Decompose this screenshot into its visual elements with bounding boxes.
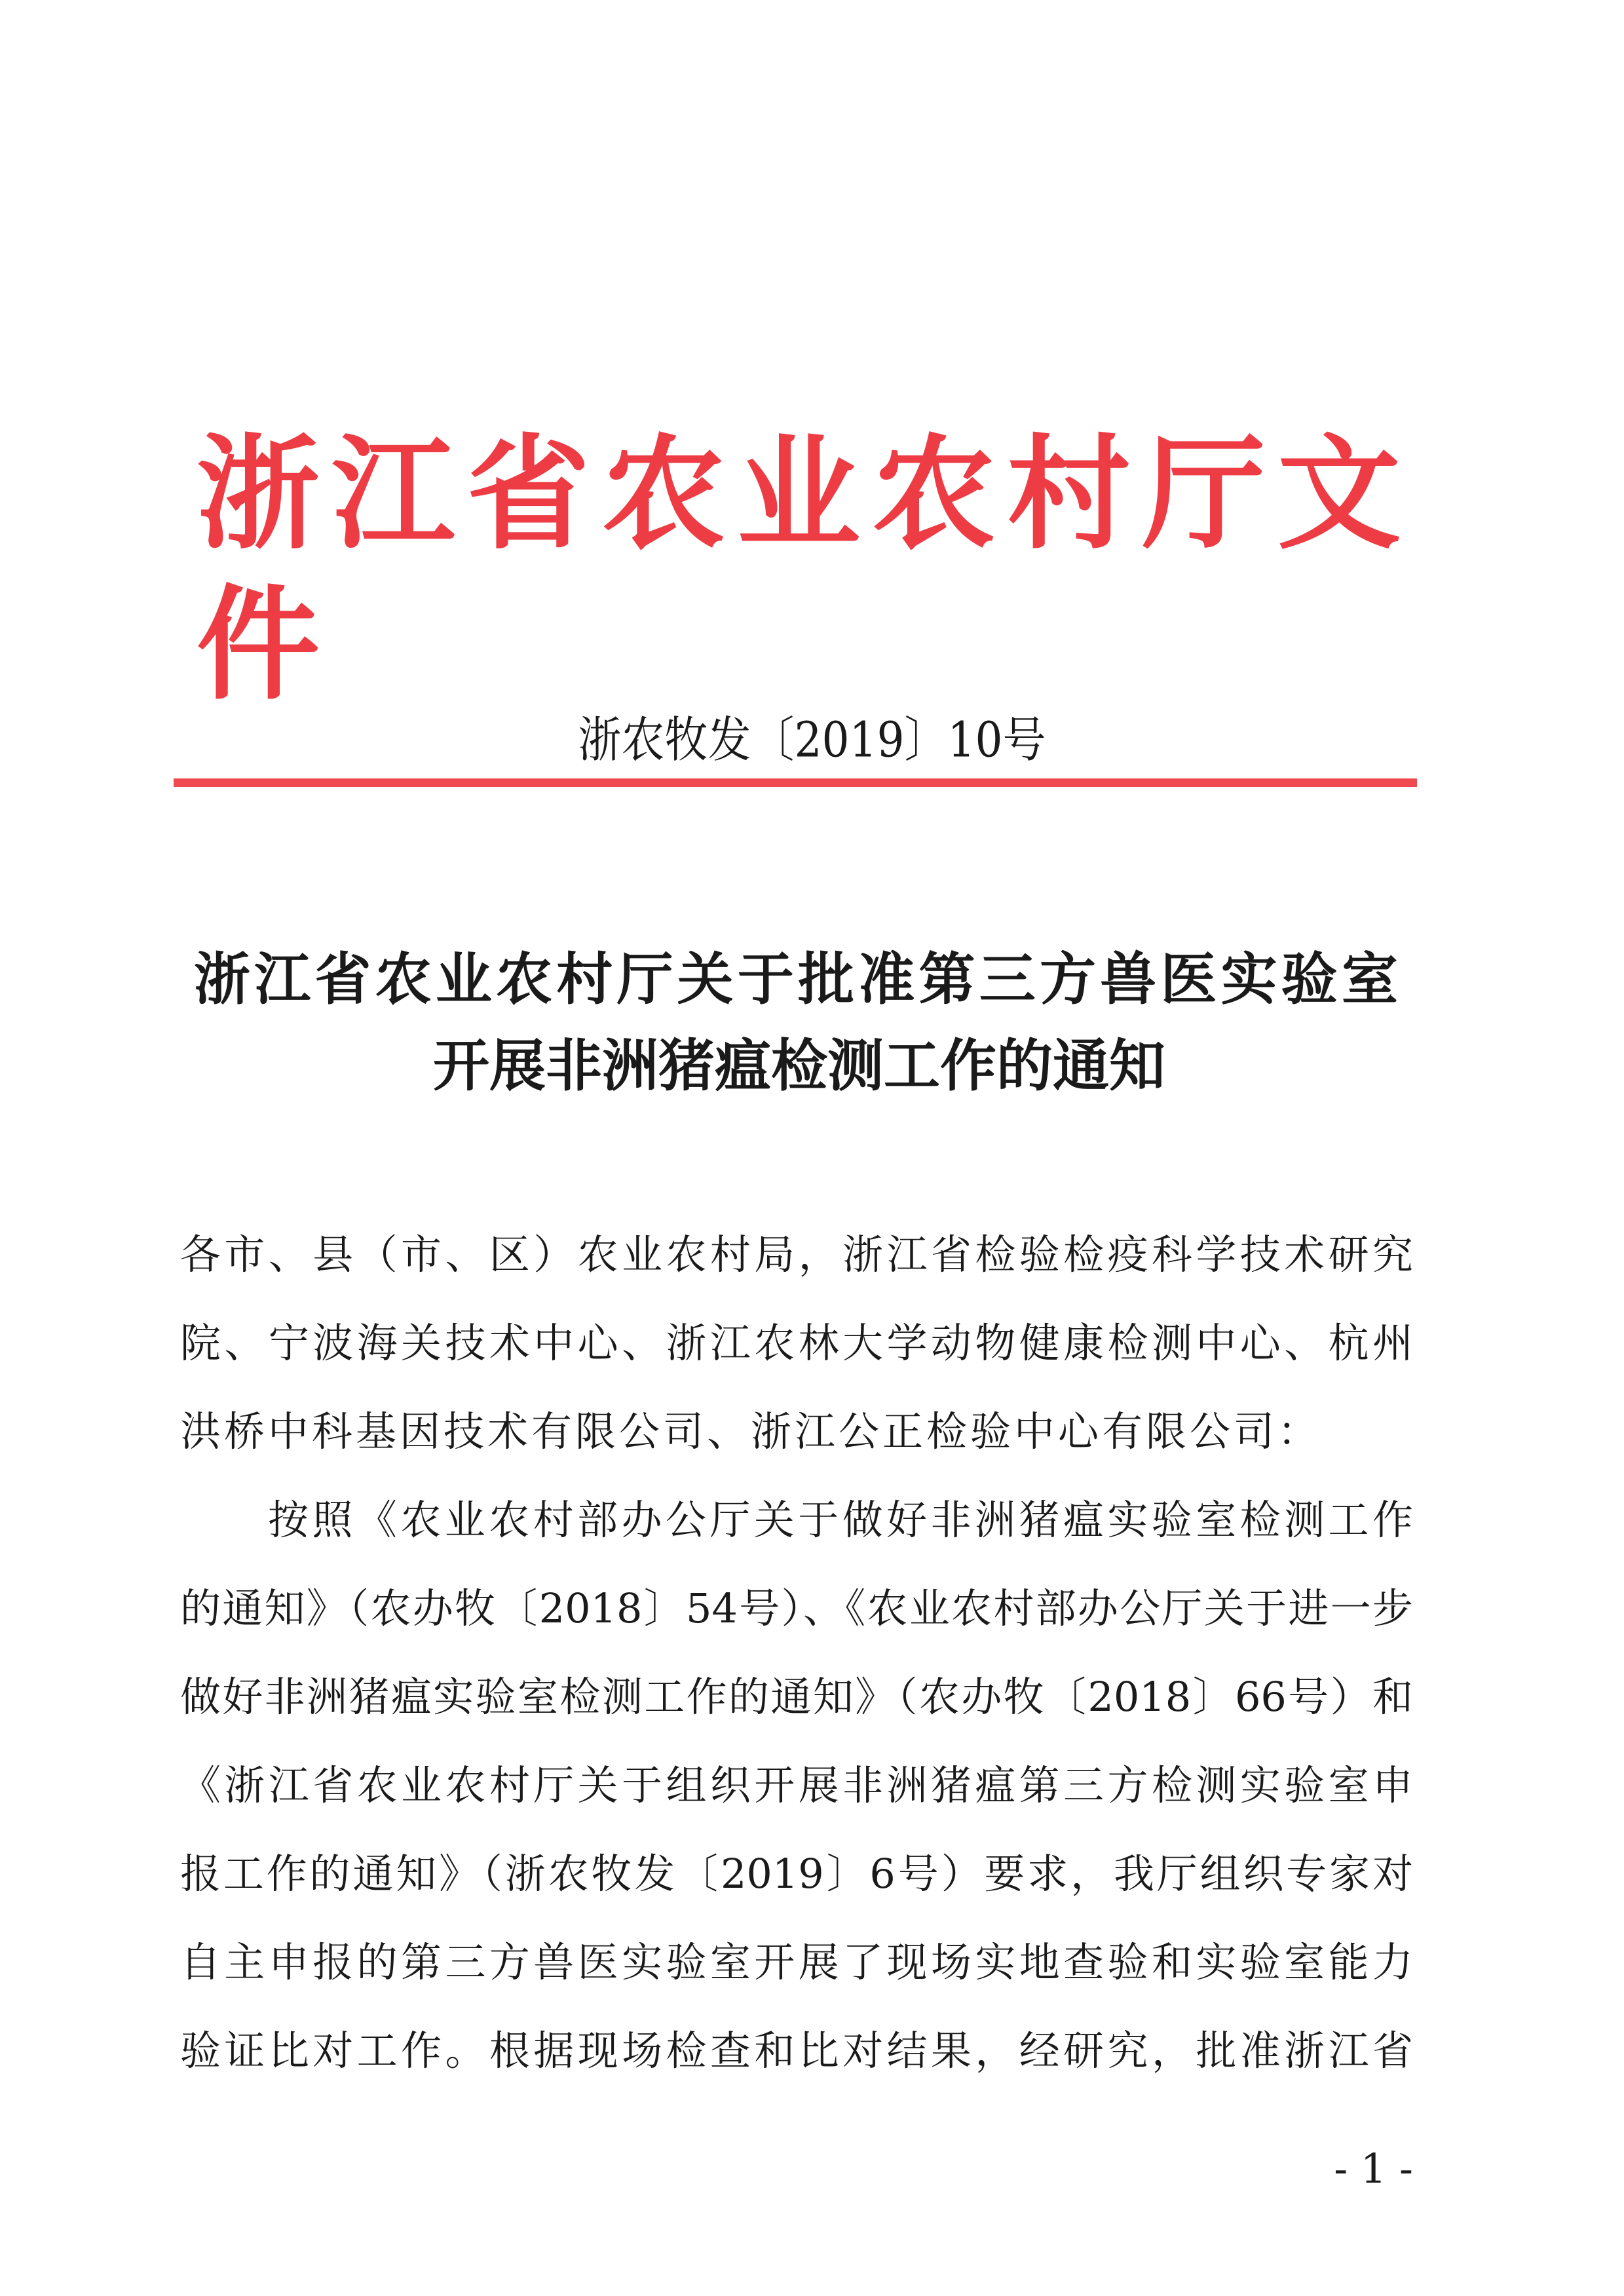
body-line: 各市、县（市、区）农业农村局，浙江省检验检疫科学技术研究: [180, 1231, 1413, 1278]
body-line: 洪桥中科基因技术有限公司、浙江公正检验中心有限公司：: [180, 1407, 1322, 1455]
notice-title-line-2: 开展非洲猪瘟检测工作的通知: [433, 1033, 1165, 1099]
red-divider-line: [174, 778, 1417, 787]
body-line: 做好非洲猪瘟实验室检测工作的通知》（农办牧〔2018〕66号）和: [180, 1673, 1413, 1721]
body-line: 按照《农业农村部办公厅关于做好非洲猪瘟实验室检测工作: [268, 1496, 1413, 1544]
body-line: 院、宁波海关技术中心、浙江农林大学动物健康检测中心、杭州: [180, 1319, 1413, 1367]
page-number: - 1 -: [1334, 2145, 1413, 2192]
body-text: [180, 1215, 1413, 2100]
body-line: 的通知》（农办牧〔2018〕54号）、《农业农村部办公厅关于进一步: [180, 1584, 1413, 1632]
body-line: 《浙江省农业农村厅关于组织开展非洲猪瘟第三方检测实验室申: [180, 1761, 1413, 1809]
document-header-title: 浙江省农业农村厅文件: [197, 423, 1402, 717]
body-line: 自主申报的第三方兽医实验室开展了现场实地查验和实验室能力: [180, 1938, 1413, 1986]
notice-title-line-1: 浙江省农业农村厅关于批准第三方兽医实验室: [194, 947, 1398, 1012]
body-line: 报工作的通知》（浙农牧发〔2019〕6号）要求，我厅组织专家对: [180, 1850, 1413, 1898]
document-number: 浙农牧发〔2019〕10号: [578, 712, 1046, 769]
body-line: 验证比对工作。根据现场检查和比对结果，经研究，批准浙江省: [180, 2027, 1413, 2075]
